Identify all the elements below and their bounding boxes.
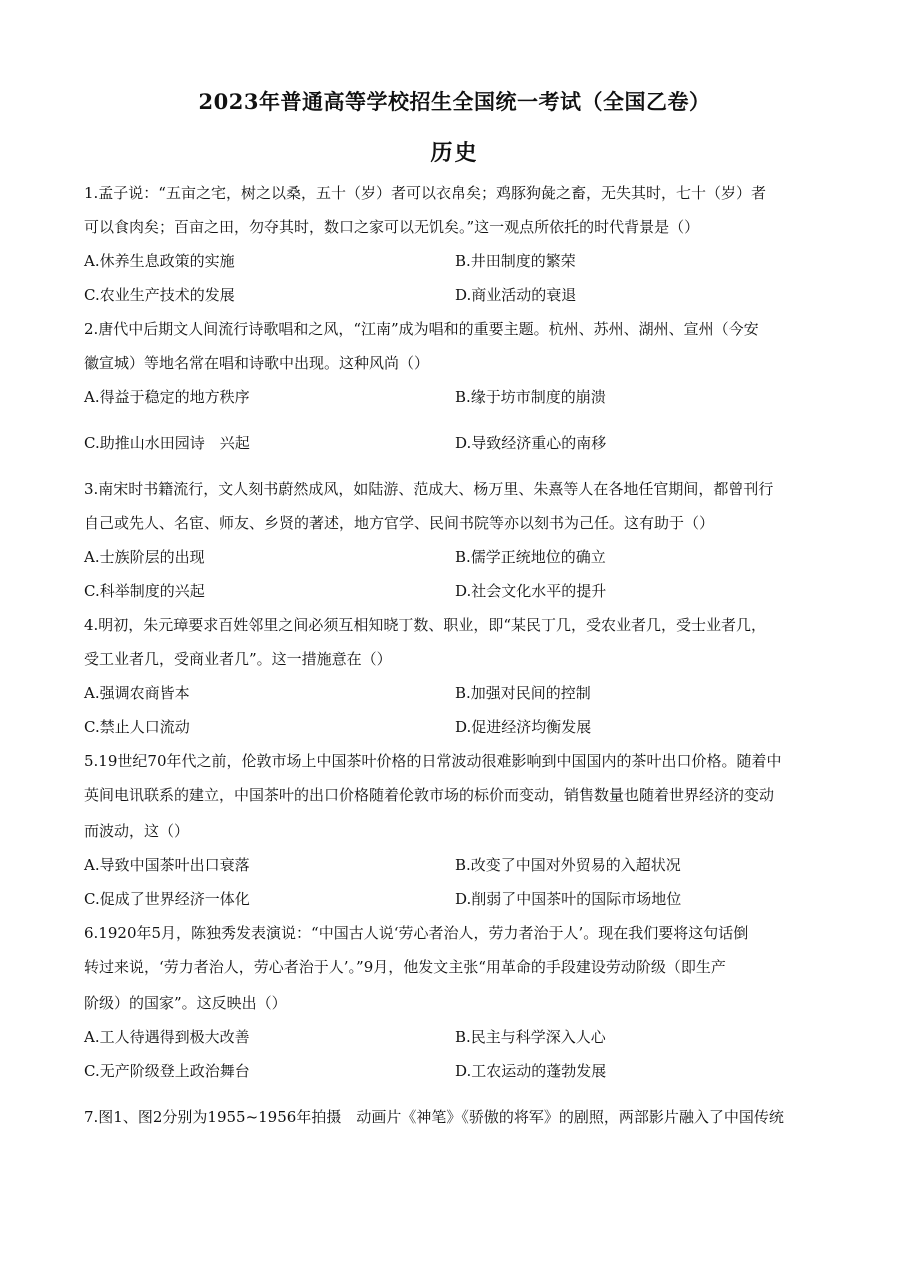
question-5-line-2: 英间电讯联系的建立，中国茶叶的出口价格随着伦敦市场的标价而变动，销售数量也随着世界经济的变动 (84, 786, 775, 804)
subject-heading: 历史 (430, 140, 479, 166)
question-1-option-d: D.商业活动的衰退 (455, 286, 577, 304)
question-1-option-c: C.农业生产技术的发展 (84, 286, 235, 304)
question-2-option-c: C.助推山水田园诗 兴起 (84, 434, 250, 452)
question-5-line-3: 而波动，这（） (84, 822, 190, 840)
question-6-line-1: 6.1920年5月，陈独秀发表演说：“中国古人说‘劳心者治人，劳力者治于人’。现在我们要将这句话倒 (84, 924, 749, 942)
question-6-option-c: C.无产阶级登上政治舞台 (84, 1062, 250, 1080)
question-5-option-c: C.促成了世界经济一体化 (84, 890, 250, 908)
question-6-option-d: D.工农运动的蓬勃发展 (455, 1062, 607, 1080)
question-1-line-1: 1.孟子说：“五亩之宅，树之以桑，五十（岁）者可以衣帛矣；鸡豚狗彘之畜，无失其时，七十（岁）者 (84, 184, 766, 202)
question-6-option-a: A.工人待遇得到极大改善 (84, 1028, 250, 1046)
question-1-option-b: B.井田制度的繁荣 (455, 252, 576, 270)
question-6-line-2: 转过来说，‘劳力者治人，劳心者治于人’。”9月，他发文主张“用革命的手段建设劳动阶级（即生产 (84, 958, 726, 976)
question-4-option-c: C.禁止人口流动 (84, 718, 190, 736)
question-2-option-b: B.缘于坊市制度的崩溃 (455, 388, 606, 406)
question-3-option-b: B.儒学正统地位的确立 (455, 548, 606, 566)
question-4-option-d: D.促进经济均衡发展 (455, 718, 592, 736)
question-5-line-1: 5.19世纪70年代之前，伦敦市场上中国茶叶价格的日常波动很难影响到中国国内的茶叶出口价格。随着中 (84, 752, 782, 770)
question-1-option-a: A.休养生息政策的实施 (84, 252, 235, 270)
question-3-line-1: 3.南宋时书籍流行，文人刻书蔚然成风，如陆游、范成大、杨万里、朱熹等人在各地任官期间，都曾刊行 (84, 480, 774, 498)
question-6-line-3: 阶级）的国家”。这反映出（） (84, 994, 287, 1012)
question-2-option-d: D.导致经济重心的南移 (455, 434, 607, 452)
question-4-line-2: 受工业者几，受商业者几”。这一措施意在（） (84, 650, 392, 668)
exam-title: 2023年普通高等学校招生全国统一考试（全国乙卷） (198, 89, 711, 114)
question-3-line-2: 自己或先人、名宦、师友、乡贤的著述，地方官学、民间书院等亦以刻书为己任。这有助于（） (84, 514, 715, 532)
question-2-line-1: 2.唐代中后期文人间流行诗歌唱和之风，“江南”成为唱和的重要主题。杭州、苏州、湖州、宣州（今安 (84, 320, 759, 338)
question-2-option-a: A.得益于稳定的地方秩序 (84, 388, 250, 406)
question-5-option-b: B.改变了中国对外贸易的入超状况 (455, 856, 681, 874)
question-4-option-a: A.强调农商皆本 (84, 684, 190, 702)
question-3-option-d: D.社会文化水平的提升 (455, 582, 607, 600)
question-2-line-2: 徽宣城）等地名常在唱和诗歌中出现。这种风尚（） (84, 354, 430, 372)
question-1-line-2: 可以食肉矣；百亩之田，勿夺其时，数口之家可以无饥矣。”这一观点所依托的时代背景是（） (84, 218, 700, 236)
question-5-option-d: D.削弱了中国茶叶的国际市场地位 (455, 890, 682, 908)
question-6-option-b: B.民主与科学深入人心 (455, 1028, 606, 1046)
question-3-option-a: A.士族阶层的出现 (84, 548, 205, 566)
question-7-line-1: 7.图1、图2分别为1955~1956年拍摄 动画片《神笔》《骄傲的将军》的剧照，两部影片融入了中国传统 (84, 1108, 784, 1126)
question-3-option-c: C.科举制度的兴起 (84, 582, 205, 600)
question-4-line-1: 4.明初，朱元璋要求百姓邻里之间必须互相知晓丁数、职业，即“某民丁几，受农业者几，受士业者几， (84, 616, 766, 634)
question-4-option-b: B.加强对民间的控制 (455, 684, 591, 702)
question-5-option-a: A.导致中国茶叶出口衰落 (84, 856, 250, 874)
